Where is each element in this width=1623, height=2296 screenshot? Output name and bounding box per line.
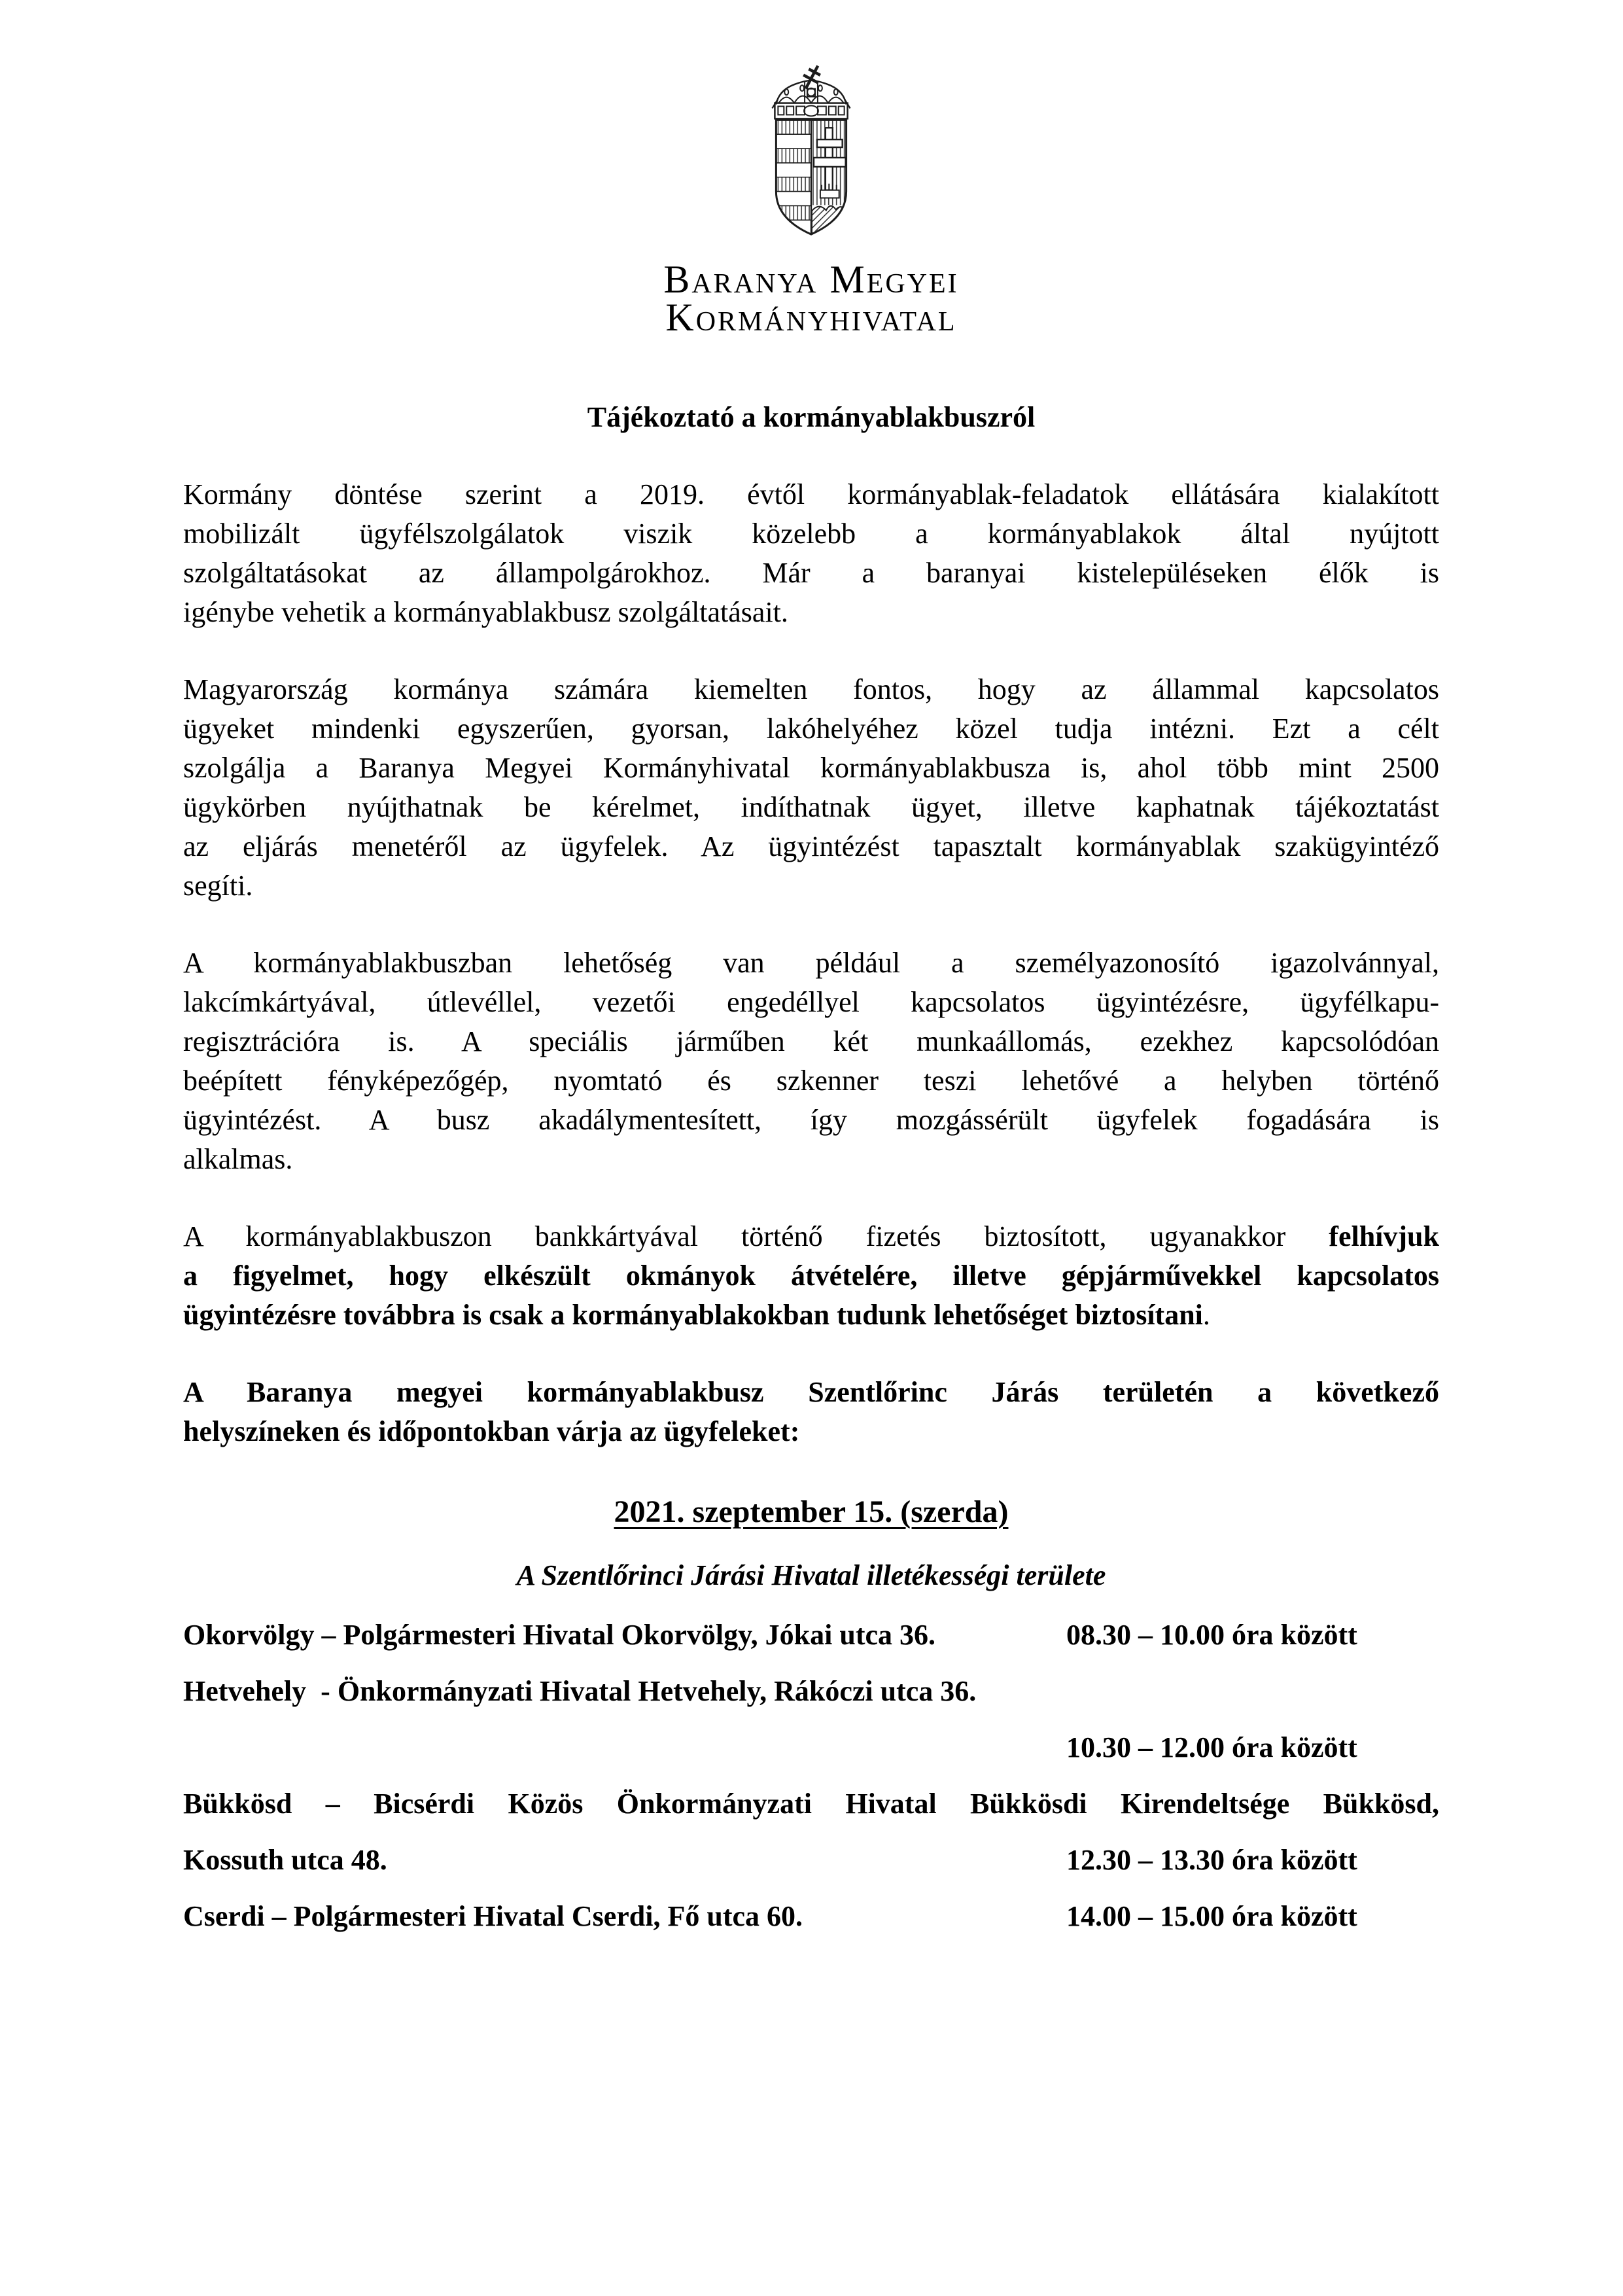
schedule-row bbox=[183, 1672, 1439, 1710]
body-paragraph-4 bbox=[183, 1217, 1439, 1335]
paragraph-line: alkalmas. bbox=[183, 1143, 293, 1175]
paragraph-line: helyszíneken és időpontokban várja az ügyfeleket: bbox=[183, 1415, 800, 1447]
area-heading: A Szentlőrinci Járási Hivatal illetékességi területe bbox=[516, 1559, 1106, 1591]
paragraph-line bbox=[183, 1256, 1439, 1296]
paragraph-line: A kormányablakbuszban lehetőség van például a személyazonosító igazolvánnyal, bbox=[183, 947, 1439, 979]
text-segment: . bbox=[1202, 1299, 1210, 1331]
paragraph-line: igénybe vehetik a kormányablakbusz szolgáltatásait. bbox=[183, 596, 788, 628]
paragraph-line bbox=[183, 1217, 1439, 1256]
text-segment: felhívjuk bbox=[1329, 1220, 1439, 1252]
body-paragraph-5 bbox=[183, 1373, 1439, 1451]
paragraph-line: Kormány döntése szerint a 2019. évtől kormányablak-feladatok ellátására kialakított bbox=[183, 478, 1439, 510]
text-segment: ügyintézésre továbbra is csak a kormányablakokban tudunk lehetőséget biztosítani bbox=[183, 1299, 1203, 1331]
paragraph-line: segíti. bbox=[183, 870, 253, 902]
text-segment: a figyelmet, hogy elkészült okmányok átvételére, illetve gépjárművekkel kapcsolatos bbox=[183, 1260, 1439, 1292]
schedule-time: 10.30 – 12.00 óra között bbox=[1066, 1731, 1357, 1763]
schedule-row bbox=[183, 1729, 1439, 1767]
schedule-time: 14.00 – 15.00 óra között bbox=[1066, 1900, 1357, 1932]
paragraph-line: mobilizált ügyfélszolgálatok viszik közelebb a kormányablakok által nyújtott bbox=[183, 518, 1439, 550]
schedule-location: Hetvehely - Önkormányzati Hivatal Hetvehely, Rákóczi utca 36. bbox=[183, 1675, 977, 1707]
paragraph-line bbox=[183, 1296, 1439, 1335]
schedule-location: Okorvölgy – Polgármesteri Hivatal Okorvölgy, Jókai utca 36. bbox=[183, 1619, 936, 1651]
schedule-location: Bükkösd – Bicsérdi Közös Önkormányzati Hivatal Bükkösdi Kirendeltsége Bükkösd, bbox=[183, 1788, 1439, 1820]
paragraph-line: beépített fényképezőgép, nyomtató és szkenner teszi lehetővé a helyben történő bbox=[183, 1065, 1439, 1097]
document-content bbox=[183, 0, 1439, 1954]
paragraph-line: Magyarország kormánya számára kiemelten fontos, hogy az állammal kapcsolatos bbox=[183, 673, 1439, 705]
text-segment: A kormányablakbuszon bankkártyával történő fizetés biztosított, ugyanakkor bbox=[183, 1220, 1329, 1252]
document-title: Tájékoztató a kormányablakbuszról bbox=[587, 401, 1036, 433]
schedule-location: Cserdi – Polgármesteri Hivatal Cserdi, Fő utca 60. bbox=[183, 1900, 803, 1932]
schedule-location: Kossuth utca 48. bbox=[183, 1844, 387, 1876]
org-name-line1: Baranya Megyei bbox=[663, 258, 959, 301]
paragraph-line: szolgáltatásokat az állampolgárokhoz. Már a baranyai kistelepüléseken élők is bbox=[183, 557, 1439, 589]
paragraph-line: az eljárás menetéről az ügyfelek. Az ügyintézést tapasztalt kormányablak szakügyintéző bbox=[183, 830, 1439, 862]
paragraph-line: ügyintézést. A busz akadálymentesített, így mozgássérült ügyfelek fogadására is bbox=[183, 1104, 1439, 1136]
org-name-line2: Kormányhivatal bbox=[665, 296, 957, 339]
paragraph-line: A Baranya megyei kormányablakbusz Szentlőrinc Járás területén a következő bbox=[183, 1376, 1439, 1408]
schedule-rows bbox=[183, 1616, 1439, 1935]
body-paragraph-3 bbox=[183, 944, 1439, 1179]
schedule-row bbox=[183, 1898, 1439, 1935]
org-name bbox=[183, 258, 1439, 339]
schedule-time: 08.30 – 10.00 óra között bbox=[1066, 1619, 1357, 1651]
schedule-row bbox=[183, 1616, 1439, 1654]
paragraph-line: regisztrációra is. A speciális járműben két munkaállomás, ezekhez kapcsolódóan bbox=[183, 1025, 1439, 1057]
paragraph-line: szolgálja a Baranya Megyei Kormányhivatal kormányablakbusza is, ahol több mint 2500 bbox=[183, 752, 1439, 784]
body-paragraph-2 bbox=[183, 670, 1439, 906]
schedule-time: 12.30 – 13.30 óra között bbox=[1066, 1844, 1357, 1876]
paragraph-line: ügykörben nyújthatnak be kérelmet, indíthatnak ügyet, illetve kaphatnak tájékoztatást bbox=[183, 791, 1439, 823]
schedule-row bbox=[183, 1841, 1439, 1879]
body-paragraph-1 bbox=[183, 475, 1439, 632]
hungarian-coat-of-arms-icon bbox=[746, 63, 877, 245]
paragraph-line: lakcímkártyával, útlevéllel, vezetői engedéllyel kapcsolatos ügyintézésre, ügyfélkapu- bbox=[183, 986, 1439, 1018]
schedule-row bbox=[183, 1785, 1439, 1823]
date-heading: 2021. szeptember 15. (szerda) bbox=[614, 1494, 1009, 1529]
paragraph-line: ügyeket mindenki egyszerűen, gyorsan, lakóhelyéhez közel tudja intézni. Ezt a célt bbox=[183, 713, 1439, 745]
